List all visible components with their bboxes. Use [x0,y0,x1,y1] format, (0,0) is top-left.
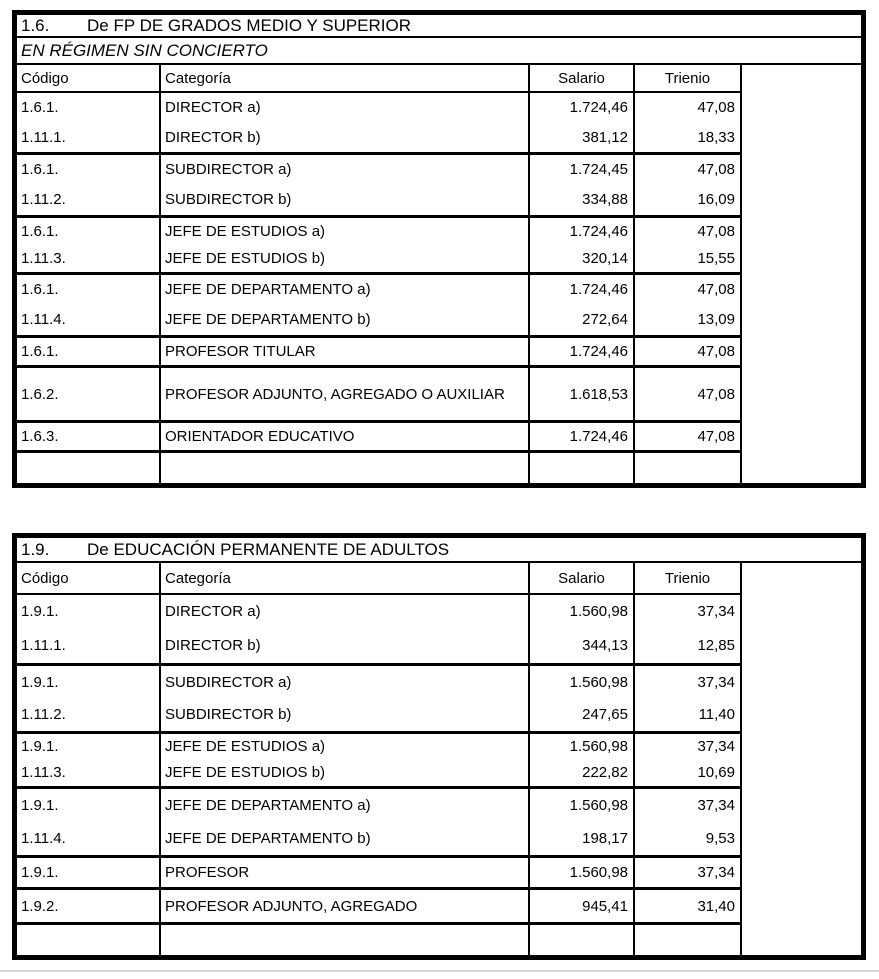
cell-codigo: 1.9.2. [17,890,161,922]
row-group [17,335,740,365]
row-group [17,93,740,152]
row-groups [17,93,740,450]
cell-salario: 1.724,45 [530,155,635,184]
table-row [17,244,740,272]
empty-cell [161,925,530,955]
cell-salario: 222,82 [530,759,635,786]
cell-salario: 381,12 [530,122,635,152]
empty-cell [635,453,740,483]
cell-salario: 1.724,46 [530,338,635,365]
cell-salario: 1.560,98 [530,734,635,759]
cell-trienio: 47,08 [697,385,735,403]
table-body [17,563,861,955]
cell-categoria: PROFESOR ADJUNTO, AGREGADO O AUXILIAR [161,368,530,420]
empty-cell [635,925,740,955]
cell-salario: 198,17 [530,821,635,855]
cell-codigo: 1.11.1. [17,122,161,152]
cell-trienio: 47,08 [697,428,735,445]
empty-cell [530,925,635,955]
cell-codigo: 1.6.1. [17,275,161,303]
cell-categoria: JEFE DE DEPARTAMENTO b) [161,303,530,335]
cell-codigo: 1.6.1. [17,155,161,184]
table-row [17,122,740,152]
column-header-salario: Salario [530,65,635,91]
row-group [17,365,740,420]
table-row [17,628,740,663]
cell-trienio: 13,09 [697,310,735,328]
table-row [17,759,740,786]
cell-categoria: JEFE DE ESTUDIOS a) [161,734,530,759]
empty-bottom-row [17,922,740,955]
cell-categoria: DIRECTOR b) [161,628,530,663]
header-row [17,65,740,93]
column-header-trienio: Trienio [664,69,711,87]
row-group [17,887,740,922]
cell-trienio: 12,85 [697,637,735,654]
table-number: 1.9. [21,539,50,559]
cell-trienio: 15,55 [697,249,735,267]
cell-salario: 344,13 [530,628,635,663]
column-header-categoria: Categoría [161,563,530,593]
empty-cell [17,453,161,483]
cell-salario: 334,88 [530,184,635,215]
table-row [17,368,740,420]
cell-codigo: 1.9.1. [17,734,161,759]
cell-categoria: JEFE DE DEPARTAMENTO a) [161,789,530,821]
column-header-trienio: Trienio [664,569,711,587]
cell-salario: 1.618,53 [530,368,635,420]
cell-trienio: 16,09 [697,191,735,208]
cell-categoria: PROFESOR ADJUNTO, AGREGADO [161,890,530,922]
table-right-margin [742,563,861,955]
table-row [17,218,740,244]
cell-categoria: SUBDIRECTOR b) [161,698,530,731]
cell-categoria: PROFESOR [161,858,530,887]
table-row [17,698,740,731]
cell-categoria: JEFE DE ESTUDIOS b) [161,244,530,272]
cell-trienio: 10,69 [697,764,735,781]
table-title-row [17,538,861,563]
cell-categoria: JEFE DE DEPARTAMENTO a) [161,275,530,303]
cell-categoria: DIRECTOR b) [161,122,530,152]
table-number: 1.6. [21,15,50,35]
empty-cell [161,453,530,483]
cell-codigo: 1.9.1. [17,666,161,698]
cell-salario: 1.560,98 [530,789,635,821]
cell-salario: 1.724,46 [530,423,635,450]
cell-categoria: JEFE DE DEPARTAMENTO b) [161,821,530,855]
row-group [17,152,740,215]
table-educacion-adultos [12,533,866,960]
cell-codigo: 1.11.3. [17,244,161,272]
cell-trienio: 47,08 [697,343,735,360]
column-header-categoria: Categoría [161,65,530,91]
cell-trienio: 18,33 [697,128,735,146]
cell-salario: 1.560,98 [530,595,635,628]
cell-salario: 247,65 [530,698,635,731]
cell-salario: 320,14 [530,244,635,272]
cell-salario: 1.724,46 [530,275,635,303]
table-row [17,666,740,698]
cell-codigo: 1.11.1. [17,628,161,663]
table-row [17,303,740,335]
empty-cell [17,925,161,955]
column-header-codigo: Código [17,65,161,91]
cell-salario: 1.560,98 [530,858,635,887]
table-body [17,65,861,483]
cell-codigo: 1.6.2. [17,368,161,420]
cell-codigo: 1.9.1. [17,595,161,628]
cell-codigo: 1.6.1. [17,93,161,122]
cell-salario: 1.724,46 [530,93,635,122]
table-row [17,734,740,759]
cell-codigo: 1.11.2. [17,184,161,215]
table-row [17,423,740,450]
row-group [17,420,740,450]
empty-bottom-row [17,450,740,483]
scan-artifact-line [0,970,879,972]
row-groups [17,595,740,922]
cell-categoria: DIRECTOR a) [161,595,530,628]
cell-codigo: 1.11.3. [17,759,161,786]
cell-categoria: SUBDIRECTOR a) [161,155,530,184]
table-title: De EDUCACIÓN PERMANENTE DE ADULTOS [87,539,450,559]
table-subtitle: EN RÉGIMEN SIN CONCIERTO [17,38,861,65]
cell-codigo: 1.6.1. [17,218,161,244]
table-row [17,821,740,855]
cell-salario: 1.724,46 [530,218,635,244]
table-row [17,890,740,922]
row-group [17,731,740,786]
empty-cell [530,453,635,483]
cell-codigo: 1.6.3. [17,423,161,450]
cell-trienio: 37,34 [697,738,735,755]
cell-categoria: ORIENTADOR EDUCATIVO [161,423,530,450]
cell-trienio: 47,08 [697,99,735,116]
table-grid [17,563,742,955]
row-group [17,272,740,335]
table-row [17,338,740,365]
table-right-margin [742,65,861,483]
cell-trienio: 47,08 [697,222,735,240]
table-row [17,275,740,303]
table-row [17,789,740,821]
cell-trienio: 47,08 [697,280,735,298]
cell-trienio: 37,34 [697,673,735,691]
cell-trienio: 9,53 [705,829,735,847]
cell-codigo: 1.9.1. [17,789,161,821]
cell-trienio: 37,34 [697,603,735,620]
cell-salario: 1.560,98 [530,666,635,698]
column-header-salario: Salario [530,563,635,593]
cell-codigo: 1.6.1. [17,338,161,365]
row-group [17,215,740,272]
cell-trienio: 37,34 [697,864,735,881]
cell-codigo: 1.9.1. [17,858,161,887]
cell-codigo: 1.11.4. [17,303,161,335]
cell-categoria: PROFESOR TITULAR [161,338,530,365]
row-group [17,595,740,663]
table-title: De FP DE GRADOS MEDIO Y SUPERIOR [87,15,412,35]
table-row [17,93,740,122]
cell-categoria: DIRECTOR a) [161,93,530,122]
cell-categoria: JEFE DE ESTUDIOS a) [161,218,530,244]
cell-salario: 272,64 [530,303,635,335]
table-row [17,184,740,215]
row-group [17,786,740,855]
table-fp-grados [12,10,866,488]
header-row [17,563,740,595]
column-header-codigo: Código [17,563,161,593]
row-group [17,663,740,731]
table-title-row [17,15,861,38]
cell-trienio: 31,40 [697,897,735,915]
table-row [17,155,740,184]
table-row [17,858,740,887]
table-row [17,595,740,628]
cell-trienio: 37,34 [697,796,735,814]
row-group [17,855,740,887]
cell-trienio: 11,40 [698,706,735,723]
cell-salario: 945,41 [530,890,635,922]
cell-categoria: SUBDIRECTOR a) [161,666,530,698]
cell-codigo: 1.11.4. [17,821,161,855]
cell-codigo: 1.11.2. [17,698,161,731]
cell-categoria: SUBDIRECTOR b) [161,184,530,215]
cell-trienio: 47,08 [697,161,735,178]
table-grid [17,65,742,483]
cell-categoria: JEFE DE ESTUDIOS b) [161,759,530,786]
